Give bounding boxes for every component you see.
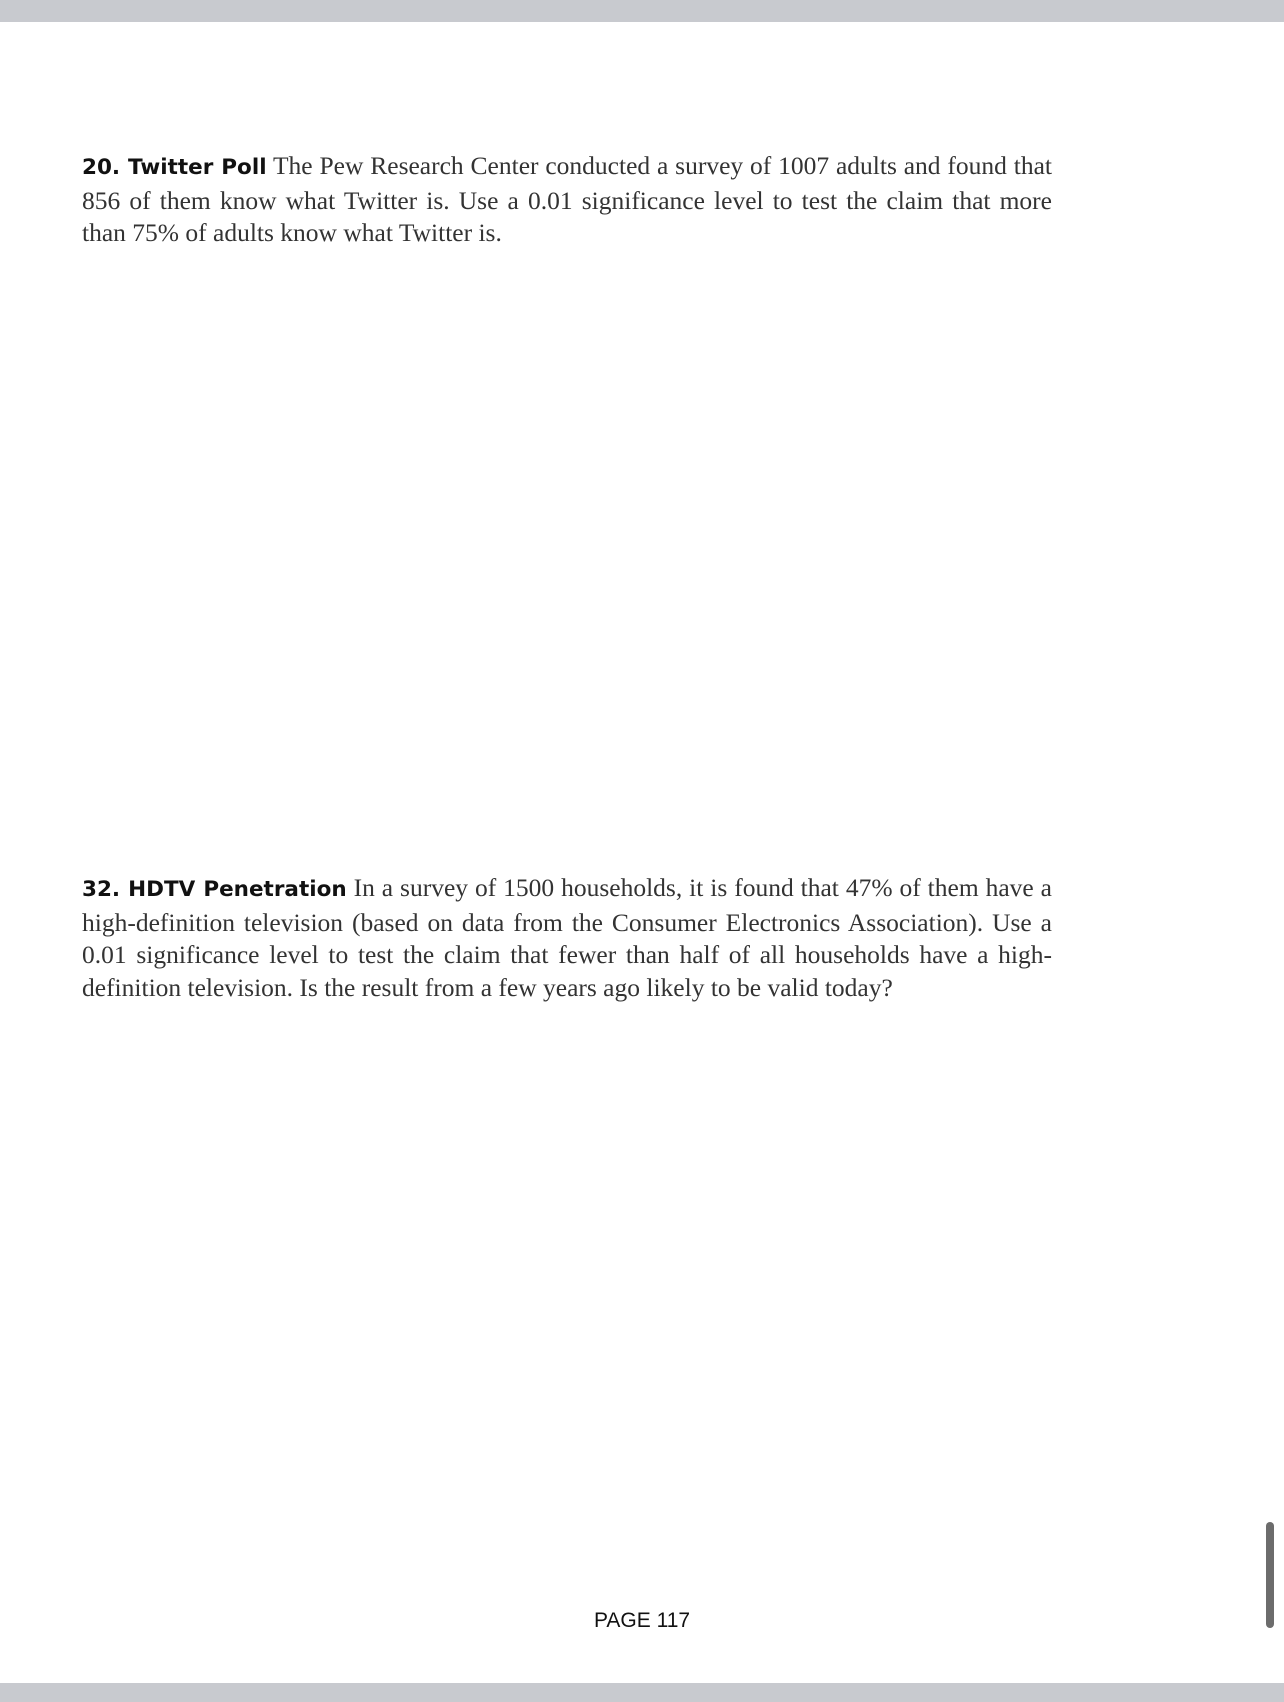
problem-heading: 20. Twitter Poll bbox=[82, 155, 267, 180]
problem-text: In a survey of 1500 households, it is found that 47% of them have a high-definition television (based on data from the Consumer Electronics Association). Use a 0.01 significance level to test the claim that fewer than half of all households have a high-definition television. Is the result from a few years ago likely to be valid today? bbox=[82, 873, 1053, 1002]
scrollbar-thumb[interactable] bbox=[1266, 1522, 1274, 1628]
page-number: PAGE 117 bbox=[593, 1609, 691, 1632]
problem-text: The Pew Research Center conducted a survey of 1007 adults and found that 856 of them know what Twitter is. Use a 0.01 significance level to test the claim that more than 75% of adults know what Twitter is. bbox=[82, 151, 1052, 247]
document-page bbox=[0, 22, 1284, 1683]
problem-20 bbox=[82, 150, 1052, 250]
problem-heading: 32. HDTV Penetration bbox=[82, 877, 347, 902]
problem-32 bbox=[82, 872, 1052, 1004]
